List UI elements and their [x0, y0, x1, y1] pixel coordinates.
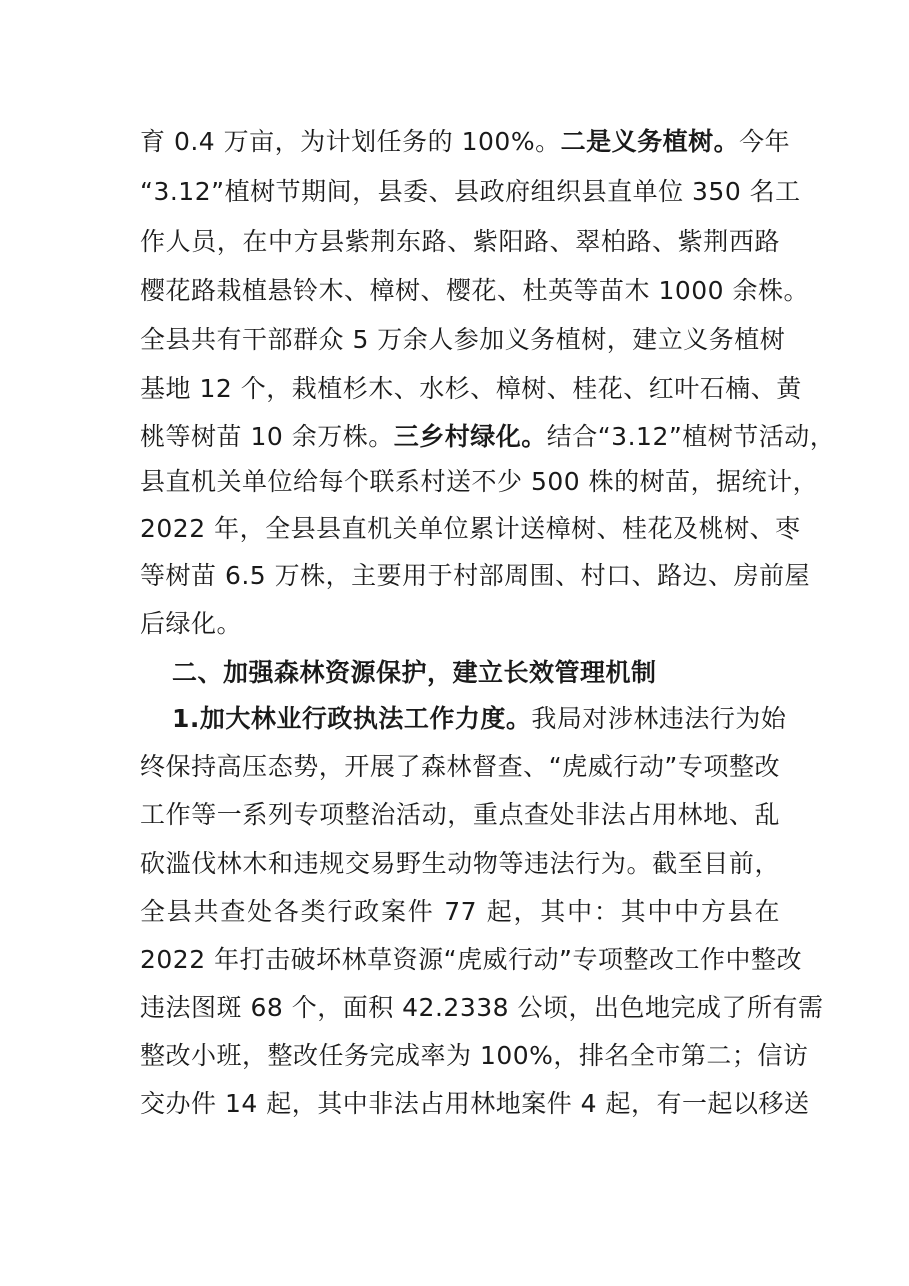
paragraph-line	[140, 799, 780, 831]
text-run: 工作等一系列专项整治活动，重点查处非法占用林地、乱	[140, 800, 780, 829]
text-run: 全县共有干部群众 5 万余人参加义务植树，建立义务植树	[140, 325, 786, 354]
paragraph-line	[140, 226, 780, 258]
text-run: 育 0.4 万亩，为计划任务的 100%。	[140, 127, 561, 156]
bold-text-run: 三乡村绿化。	[393, 422, 547, 451]
text-run: 违法图斑 68 个，面积 42.2338 公顷，出色地完成了所有需	[140, 993, 824, 1022]
text-run: 终保持高压态势，开展了森林督查、“虎威行动”专项整改	[140, 752, 780, 781]
text-run: 县直机关单位给每个联系村送不少 500 株的树苗，据统计，	[140, 467, 819, 496]
paragraph-line	[140, 751, 780, 783]
paragraph-line	[140, 1088, 810, 1120]
text-run: 我局对涉林违法行为始	[531, 704, 787, 733]
paragraph-line	[140, 176, 801, 208]
paragraph-line	[140, 1040, 809, 1072]
section-heading	[172, 657, 780, 689]
paragraph-line	[140, 944, 802, 976]
text-run: 2022 年打击破坏林草资源“虎威行动”专项整改工作中整改	[140, 945, 802, 974]
heading-text: 二、加强森林资源保护，建立长效管理机制	[172, 658, 657, 687]
paragraph-line	[140, 466, 819, 498]
text-run: 后绿化。	[140, 609, 243, 638]
bold-text-run: 二是义务植树。	[560, 127, 740, 156]
text-run: 全县共查处各类行政案件 77 起，其中：其中中方县在	[140, 897, 780, 926]
text-run: “3.12”植树节期间，县委、县政府组织县直单位 350 名工	[140, 177, 801, 206]
paragraph-line	[172, 703, 787, 735]
paragraph-line	[140, 992, 824, 1024]
paragraph-line	[140, 513, 801, 545]
paragraph-line	[140, 373, 802, 405]
text-run: 交办件 14 起，其中非法占用林地案件 4 起，有一起以移送	[140, 1089, 810, 1118]
paragraph-line	[140, 421, 836, 453]
paragraph-line	[140, 324, 786, 356]
text-run: 今年	[739, 127, 791, 156]
paragraph-line	[140, 896, 780, 928]
paragraph-line	[140, 848, 780, 880]
text-run: 整改小班，整改任务完成率为 100%，排名全市第二；信访	[140, 1041, 809, 1070]
text-run: 等树苗 6.5 万株，主要用于村部周围、村口、路边、房前屋	[140, 561, 811, 590]
text-run: 桃等树苗 10 余万株。	[140, 422, 394, 451]
paragraph-line	[140, 608, 780, 640]
bold-text-run: 1.加大林业行政执法工作力度。	[172, 704, 532, 733]
text-run: 结合“3.12”植树节活动，	[546, 422, 836, 451]
text-run: 作人员，在中方县紫荆东路、紫阳路、翠柏路、紫荆西路	[140, 227, 780, 256]
paragraph-line	[140, 275, 810, 307]
paragraph-line	[140, 126, 791, 158]
text-run: 2022 年，全县县直机关单位累计送樟树、桂花及桃树、枣	[140, 514, 801, 543]
text-run: 砍滥伐林木和违规交易野生动物等违法行为。截至目前，	[140, 849, 780, 878]
paragraph-line	[140, 560, 811, 592]
text-run: 樱花路栽植悬铃木、樟树、樱花、杜英等苗木 1000 余株。	[140, 276, 810, 305]
text-run: 基地 12 个，栽植杉木、水杉、樟树、桂花、红叶石楠、黄	[140, 374, 802, 403]
